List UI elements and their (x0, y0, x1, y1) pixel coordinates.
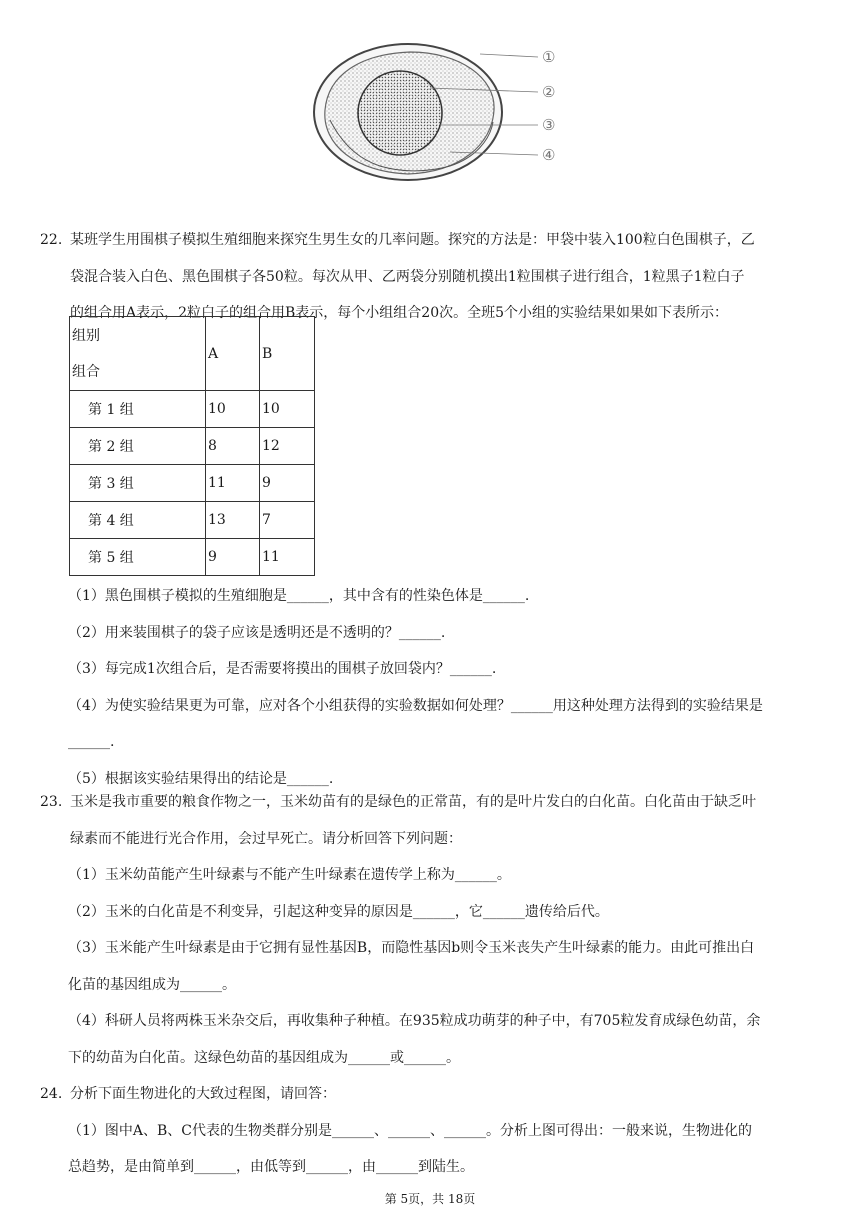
table-header-row (70, 317, 315, 391)
subquestion: （3）玉米能产生叶绿素是由于它拥有显性基因B，而隐性基因b则令玉米丧失产生叶绿素的能力。由此可推出白 (68, 940, 755, 956)
subquestion: （2）用来装围棋子的袋子应该是透明还是不透明的？______. (68, 624, 446, 641)
subquestion: （3）每完成1次组合后，是否需要将摸出的围棋子放回袋内？______. (68, 661, 497, 677)
b-cell: 10 (260, 391, 315, 428)
subquestion: （1）图中A、B、C代表的生物类群分别是______、______、______。分析上图可得出：一般来说，生物进化的 (68, 1122, 753, 1139)
a-cell: 8 (206, 428, 260, 465)
header-cell (70, 317, 206, 391)
egg-diagram-svg (300, 40, 570, 190)
header-b: B (260, 317, 315, 391)
stem-line: 袋混合装入白色、黑色围棋子各50粒。每次从甲、乙两袋分别随机摸出1粒围棋子进行组合，1粒黑子1粒白子 (70, 268, 745, 285)
stem-line: 某班学生用围棋子模拟生殖细胞来探究生男生女的几率问题。探究的方法是：甲袋中装入100粒白色围棋子，乙 (70, 232, 755, 248)
group-cell: 第 2 组 (70, 428, 206, 465)
subquestion: （4）科研人员将两株玉米杂交后，再收集种子种植。在935粒成功萌芽的种子中，有705粒发育成绿色幼苗，余 (68, 1013, 761, 1029)
leader-line-1 (480, 54, 538, 57)
subquestion-continued: ______. (68, 734, 115, 750)
header-bottom: 组合 (72, 363, 100, 380)
table-row (70, 539, 315, 576)
a-cell: 9 (206, 539, 260, 576)
egg-yolk (358, 71, 442, 155)
table-row (70, 465, 315, 502)
question-number: 24. (40, 1086, 63, 1102)
group-cell: 第 3 组 (70, 465, 206, 502)
a-cell: 11 (206, 465, 260, 502)
results-table (69, 316, 315, 576)
subquestion: （1）黑色围棋子模拟的生殖细胞是______，其中含有的性染色体是______. (68, 588, 530, 604)
subquestion-continued: 总趋势，是由简单到______，由低等到______，由______到陆生。 (68, 1159, 474, 1175)
label-2: ② (542, 83, 556, 101)
label-4: ④ (542, 146, 556, 164)
egg-structure-figure (300, 40, 570, 190)
question-23 (40, 784, 830, 1076)
group-cell: 第 1 组 (70, 391, 206, 428)
b-cell: 12 (260, 428, 315, 465)
group-cell: 第 4 组 (70, 502, 206, 539)
table-row (70, 391, 315, 428)
question-24 (40, 1076, 830, 1186)
question-number: 22. (40, 232, 63, 248)
stem-line: 的组合用A表示，2粒白子的组合用B表示，每个小组组合20次。全班5个小组的实验结果如果如下表所示： (70, 305, 729, 321)
question-22-subquestions (40, 578, 830, 797)
label-1: ① (542, 48, 556, 66)
subquestion-continued: 化苗的基因组成为______。 (68, 976, 236, 993)
stem-line: 分析下面生物进化的大致过程图，请回答： (70, 1086, 336, 1102)
subquestion: （4）为使实验结果更为可靠，应对各个小组获得的实验数据如何处理？______用这种处理方法得到的实验结果是 (68, 697, 763, 714)
subquestion: （2）玉米的白化苗是不利变异，引起这种变异的原因是______，它______遗传给后代。 (68, 903, 609, 920)
table-row (70, 502, 315, 539)
b-cell: 11 (260, 539, 315, 576)
page-footer: 第 5页，共 18页 (384, 1192, 476, 1206)
stem-line: 玉米是我市重要的粮食作物之一，玉米幼苗有的是绿色的正常苗，有的是叶片发白的白化苗。白化苗由于缺乏叶 (70, 794, 756, 810)
label-3: ③ (542, 116, 556, 134)
stem-line: 绿素而不能进行光合作用，会过早死亡。请分析回答下列问题： (70, 830, 462, 847)
b-cell: 7 (260, 502, 315, 539)
question-number: 23. (40, 794, 63, 810)
subquestion: （5）根据该实验结果得出的结论是______. (68, 770, 334, 787)
table-row (70, 428, 315, 465)
header-a: A (206, 317, 260, 391)
subquestion-continued: 下的幼苗为白化苗。这绿色幼苗的基因组成为______或______。 (68, 1049, 460, 1066)
a-cell: 13 (206, 502, 260, 539)
header-top: 组别 (72, 327, 100, 344)
subquestion: （1）玉米幼苗能产生叶绿素与不能产生叶绿素在遗传学上称为______。 (68, 867, 511, 883)
b-cell: 9 (260, 465, 315, 502)
a-cell: 10 (206, 391, 260, 428)
group-cell: 第 5 组 (70, 539, 206, 576)
